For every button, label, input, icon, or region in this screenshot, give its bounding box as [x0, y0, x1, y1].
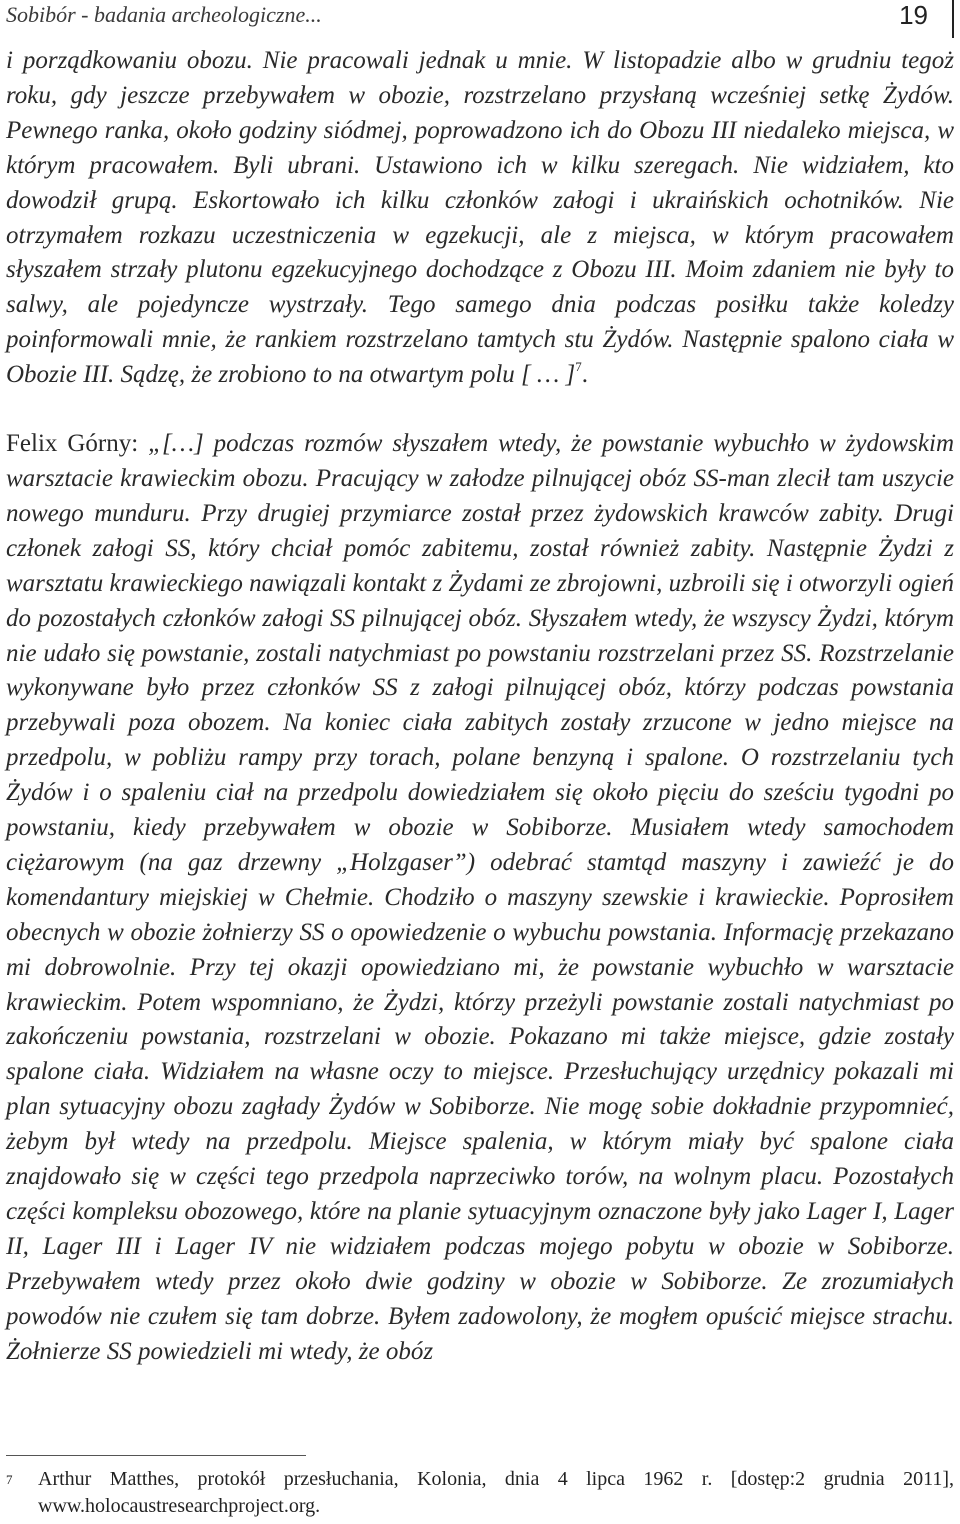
header-rule: [952, 0, 954, 38]
paragraph-1-end: .: [581, 361, 588, 389]
footnote-number: 7: [6, 1472, 13, 1487]
paragraph-1: [6, 44, 954, 393]
footnote-text: Arthur Matthes, protokół przesłuchania, Kolonia, dnia 4 lipca 1962 r. [dostęp:2 grudnia 2011], www.holocaustresearchproject.org.: [38, 1468, 954, 1517]
page-header: [6, 0, 954, 34]
paragraph-2: [6, 427, 954, 1369]
page-number: 19: [899, 0, 928, 30]
speaker-label: Felix Górny:: [6, 430, 149, 458]
footnote: [6, 1466, 954, 1520]
paragraph-1-text: i porządkowaniu obozu. Nie pracowali jednak u mnie. W listopadzie albo w grudniu tegoż roku, gdy jeszcze przebywałem w obozie, rozstrzelano przysłaną wcześniej setkę Żydów. Pewnego ranka, około godziny siódmej, poprowadzono ich do Obozu III niedaleko miejsca, w którym pracowałem. Byli ubrani. Ustawiono ich w kilku szeregach. Nie widziałem, kto dowodził grupą. Eskortowało ich kilku członków załogi i ukraińskich ochotników. Nie otrzymałem rozkazu uczestniczenia w egzekucji, ale z miejsca, w którym pracowałem słyszałem strzały plutonu egzekucyjnego dochodzące z Obozu III. Moim zdaniem nie były to salwy, ale pojedyncze wystrzały. Tego samego dnia podczas posiłku także koledzy poinformowali mnie, że rankiem rozstrzelano tamtych stu Żydów. Następnie spalono ciała w Obozie III. Sądzę, że zrobiono to na otwartym polu [ … ]: [6, 47, 954, 389]
body-text: [6, 44, 954, 1370]
footnote-divider: [6, 1455, 306, 1456]
running-title: Sobibór - badania archeologiczne...: [6, 2, 322, 27]
footnote-ref-7[interactable]: 7: [575, 359, 582, 375]
paragraph-2-text: „[…] podczas rozmów słyszałem wtedy, że powstanie wybuchło w żydowskim warsztacie krawieckim obozu. Pracujący w załodze pilnującej obóz SS-man zlecił tam uszycie nowego munduru. Przy drugiej przymiarce został przez żydowskich krawców zabity. Drugi członek załogi SS, który chciał pomóc zabitemu, został również zabity. Następnie Żydzi z warsztatu krawieckiego nawiązali kontakt z Żydami ze zbrojowni, uzbroili się i otworzyli ogień do pozostałych członków załogi SS pilnującej obóz. Słyszałem wtedy, że wszyscy Żydzi, którym nie udało się powstanie, zostali natychmiast po powstaniu rozstrzelani przez SS. Rozstrzelanie wykonywane było przez członków SS z załogi pilnującej obóz, którzy podczas powstania przebywali poza obozem. Na koniec ciała zabitych zostały zrzucone w jedno miejsce na przedpolu, w pobliżu rampy przy torach, polane benzyną i spalone. O rozstrzelaniu tych Żydów i o spaleniu ciał na przedpolu dowiedziałem się około pięciu do sześciu tygodni po powstaniu, kiedy przebywałem w obozie w Sobiborze. Musiałem wtedy samochodem ciężarowym (na gaz drzewny „Holzgaser”) odebrać stamtąd maszyny i zawieźć je do komendantury miejskiej w Chełmie. Chodziło o maszyny szewskie i krawieckie. Poprosiłem obecnych w obozie żołnierzy SS o opowiedzenie o wybuchu powstania. Informację przekazano mi dobrowolnie. Przy tej okazji opowiedziano mi, że powstanie wybuchło w warsztacie krawieckim. Potem wspomniano, że Żydzi, którzy przeżyli powstanie zostali natychmiast po zakończeniu powstania, rozstrzelani w obozie. Pokazano mi także miejsce, gdzie zostały spalone ciała. Widziałem na własne oczy to miejsce. Przesłuchujący urzędnicy pokazali mi plan sytuacyjny obozu zagłady Żydów w Sobiborze. Nie mogę sobie dokładnie przypomnieć, żebym był wtedy na przedpolu. Miejsce spalenia, w którym miały być spalone ciała znajdowało się w części tego przedpola naprzeciwko torów, na wolnym placu. Pozostałych części kompleksu obozowego, które na planie sytuacyjnym oznaczone były jako Lager I, Lager II, Lager III i Lager IV nie widziałem podczas mojego pobytu w obozie w Sobiborze. Przebywałem wtedy przez około dwie godziny w obozie w Sobiborze. Ze zrozumiałych powodów nie czułem się tam dobrze. Byłem zadowolony, że mogłem opuścić miejsce strachu. Żołnierze SS powiedzieli mi wtedy, że obóz: [6, 430, 955, 1365]
